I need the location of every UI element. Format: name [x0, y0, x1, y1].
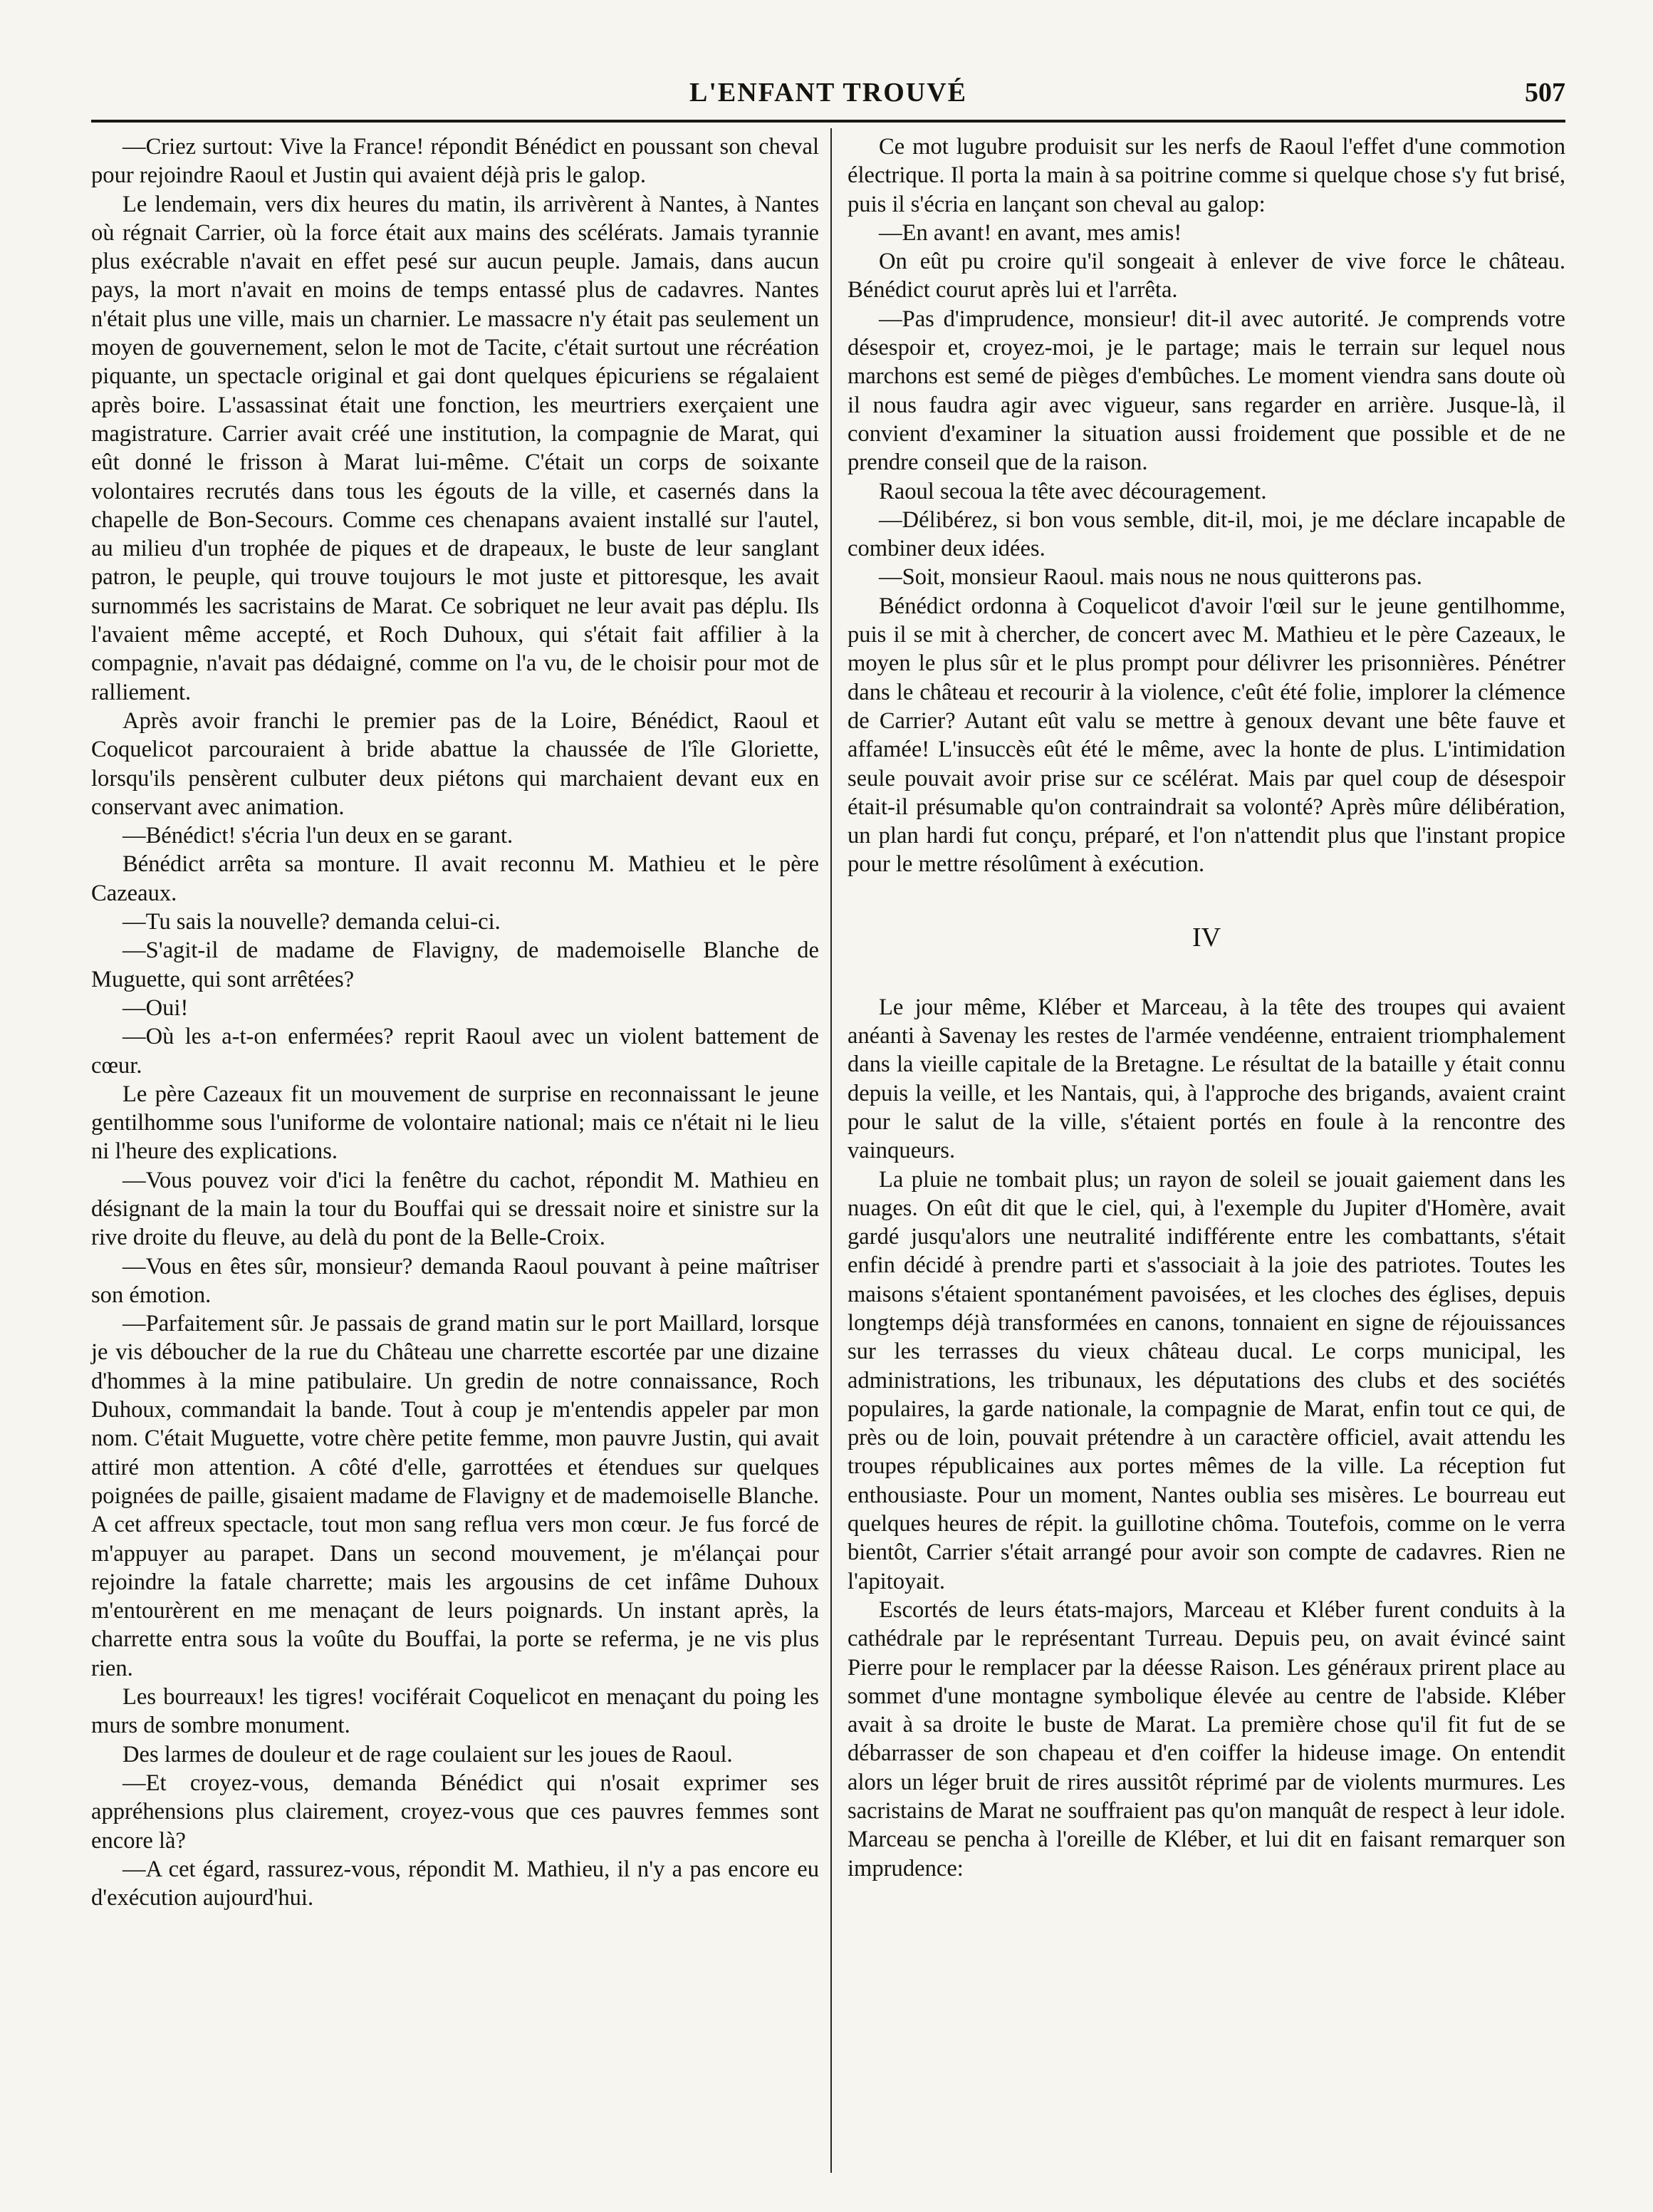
- column-divider: [830, 128, 832, 2173]
- paragraph: —Vous en êtes sûr, monsieur? demanda Raoul pouvant à peine maîtriser son émotion.: [91, 1253, 819, 1308]
- section-number: IV: [1191, 922, 1221, 952]
- paragraph: Raoul secoua la tête avec découragement.: [879, 478, 1267, 504]
- paragraph: —Bénédict! s'écria l'un deux en se garant.: [122, 823, 513, 849]
- header-rule: [91, 120, 1565, 123]
- left-column: [91, 133, 819, 1912]
- paragraph: —Où les a-t-on enfermées? reprit Raoul avec un violent battement de cœur.: [91, 1024, 819, 1079]
- paragraph: Escortés de leurs états-majors, Marceau et Kléber furent conduits à la cathédrale par le représentant Turreau. Depuis peu, on avait évincé saint Pierre pour le remplacer par la déesse Raison. Les généraux prirent place au sommet d'une montagne symbolique élevée au centre de l'abside. Kléber avait à sa droite le buste de Marat. La première chose qu'il fit fut de se débarrasser de son chapeau et d'en coiffer la hideuse image. On entendit alors un léger bruit de rires aussitôt réprimé par de violents murmures. Les sacristains de Marat ne souffraient pas qu'on manquât de respect à leur idole. Marceau se pencha à l'oreille de Kléber, et lui dit en faisant remarquer son imprudence:: [848, 1596, 1565, 1881]
- right-column: [848, 133, 1565, 1883]
- paragraph: —Délibérez, si bon vous semble, dit-il, moi, je me déclare incapable de combiner deux idées.: [848, 507, 1565, 562]
- paragraph: —A cet égard, rassurez-vous, répondit M. Mathieu, il n'y a pas encore eu d'exécution aujourd'hui.: [91, 1856, 819, 1911]
- paragraph: Le jour même, Kléber et Marceau, à la tête des troupes qui avaient anéanti à Savenay les restes de l'armée vendéenne, entraient triomphalement dans la vieille capitale de la Bretagne. Le résultat de la bataille y était connu depuis la veille, et les Nantais, qui, à l'approche des brigands, avaient craint pour le salut de la ville, s'étaient portés en foule à la rencontre des vainqueurs.: [848, 994, 1565, 1164]
- paragraph: Le père Cazeaux fit un mouvement de surprise en reconnaissant le jeune gentilhomme sous l'uniforme de volontaire national; mais ce n'était ni le lieu ni l'heure des explications.: [91, 1081, 819, 1165]
- paragraph: On eût pu croire qu'il songeait à enlever de vive force le château. Bénédict courut après lui et l'arrêta.: [848, 249, 1565, 303]
- page-header: [91, 77, 1565, 120]
- paragraph: —En avant! en avant, mes amis!: [879, 219, 1182, 246]
- paragraph: —Oui!: [122, 995, 189, 1021]
- paragraph: La pluie ne tombait plus; un rayon de soleil se jouait gaiement dans les nuages. On eût dit que le ciel, qui, à l'exemple du Jupiter d'Homère, avait gardé jusqu'alors une neutralité indifférente entre les combattants, s'était enfin décidé à prendre parti et s'associait à la joie des patriotes. Toutes les maisons s'étaient spontanément pavoisées, et les cloches des églises, depuis longtemps déjà transformées en canons, tonnaient en signe de réjouissances sur les terrasses du vieux château ducal. Le corps municipal, les administrations, les tribunaux, les députations des clubs et des sociétés populaires, la garde nationale, la compagnie de Marat, enfin tout ce qui, de près ou de loin, pouvait prétendre à un caractère officiel, avait attendu les troupes républicaines aux portes mêmes de la ville. La réception fut enthousiaste. Pour un moment, Nantes oublia ses misères. Le bourreau eut quelques heures de répit. la guillotine chôma. Toutefois, comme on le verra bientôt, Carrier s'était arrangé pour avoir son compte de cadavres. Rien ne l'apitoyait.: [848, 1166, 1565, 1594]
- paragraph: —Et croyez-vous, demanda Bénédict qui n'osait exprimer ses appréhensions plus clairement, croyez-vous que ces pauvres femmes sont encore là?: [91, 1770, 819, 1854]
- running-title: L'ENFANT TROUVÉ: [689, 78, 968, 108]
- paragraph: —Tu sais la nouvelle? demanda celui-ci.: [122, 909, 501, 935]
- paragraph: Le lendemain, vers dix heures du matin, ils arrivèrent à Nantes, à Nantes où régnait Carrier, où la force était aux mains des scélérats. Jamais tyrannie plus exécrable n'avait en effet pesé sur aucun peuple. Jamais, dans aucun pays, la mort n'avait en moins de temps entassé plus de cadavres. Nantes n'était plus une ville, mais un charnier. Le massacre n'y était pas seulement un moyen de gouvernement, selon le mot de Tacite, c'était surtout une récréation piquante, un spectacle original et gai dont quelques épicuriens se régalaient après boire. L'assassinat était une fonction, les meurtriers exerçaient une magistrature. Carrier avait créé une institution, la compagnie de Marat, qui eût donné le frisson à Marat lui-même. C'était un corps de soixante volontaires recrutés dans tous les égouts de la ville, et casernés dans la chapelle de Bon-Secours. Comme ces chenapans avaient installé sur l'autel, au milieu d'un trophée de piques et de drapeaux, le buste de leur sanglant patron, le peuple, qui trouve toujours le mot juste et pittoresque, les avait surnommés les sacristains de Marat. Ce sobriquet ne leur avait pas déplu. Ils l'avaient même accepté, et Roch Duhoux, qui s'était fait affilier à la compagnie, n'avait pas dédaigné, comme on l'a vu, de le choisir pour mot de ralliement.: [91, 191, 819, 705]
- paragraph: —S'agit-il de madame de Flavigny, de mademoiselle Blanche de Muguette, qui sont arrêtées?: [91, 938, 819, 992]
- paragraph: —Vous pouvez voir d'ici la fenêtre du cachot, répondit M. Mathieu en désignant de la main la tour du Bouffai qui se dressait noire et sinistre sur la rive droite du fleuve, au delà du pont de la Belle-Croix.: [91, 1167, 819, 1251]
- paragraph: Des larmes de douleur et de rage coulaient sur les joues de Raoul.: [122, 1741, 733, 1767]
- paragraph: —Soit, monsieur Raoul. mais nous ne nous quitterons pas.: [879, 564, 1422, 591]
- paragraph: Ce mot lugubre produisit sur les nerfs de Raoul l'effet d'une commotion électrique. Il porta la main à sa poitrine comme si quelque chose s'y fut brisé, puis il s'écria en lançant son cheval au galop:: [848, 134, 1565, 217]
- paragraph: Bénédict ordonna à Coquelicot d'avoir l'œil sur le jeune gentilhomme, puis il se mit à chercher, de concert avec M. Mathieu et le père Cazeaux, le moyen le plus sûr et le plus prompt pour délivrer les prisonnières. Pénétrer dans le château et recourir à la violence, c'eût été folie, implorer la clémence de Carrier? Autant eût valu se mettre à genoux devant une bête fauve et affamée! L'insuccès eût été le même, avec la honte de plus. L'intimidation seule pouvait avoir prise sur ce scélérat. Mais par quel coup de désespoir était-il présumable qu'on contraindrait sa volonté? Après mûre délibération, un plan hardi fut conçu, préparé, et l'on n'attendit plus que l'instant propice pour le mettre résolûment à exécution.: [848, 593, 1565, 878]
- paragraph: —Parfaitement sûr. Je passais de grand matin sur le port Maillard, lorsque je vis déboucher de la rue du Château une charrette escortée par une dizaine d'hommes à la mine patibulaire. Un gredin de notre connaissance, Roch Duhoux, commandait la bande. Tout à coup je m'entendis appeler par mon nom. C'était Muguette, votre chère petite femme, mon pauvre Justin, qui avait attiré mon attention. A côté d'elle, garrottées et étendues sur quelques poignées de paille, gisaient madame de Flavigny et de mademoiselle Blanche. A cet affreux spectacle, tout mon sang reflua vers mon cœur. Je fus forcé de m'appuyer au parapet. Dans un second mouvement, je m'élançai pour rejoindre la fatale charrette; mais les argousins de cet infâme Duhoux m'entourèrent en me menaçant de leurs poignards. Un instant après, la charrette entra sous la voûte du Bouffai, la porte se referma, je ne vis plus rien.: [91, 1311, 819, 1681]
- paragraph: —Criez surtout: Vive la France! répondit Bénédict en poussant son cheval pour rejoindre Raoul et Justin qui avaient déjà pris le galop.: [91, 134, 819, 189]
- paragraph: Après avoir franchi le premier pas de la Loire, Bénédict, Raoul et Coquelicot parcouraient à bride abattue la chaussée de l'île Gloriette, lorsqu'ils pensèrent culbuter deux piétons qui marchaient devant eux en conservant avec animation.: [91, 707, 819, 820]
- paragraph: —Pas d'imprudence, monsieur! dit-il avec autorité. Je comprends votre désespoir et, croyez-moi, je le partage; mais le terrain sur lequel nous marchons est semé de pièges d'embûches. Le moment viendra sans doute où il nous faudra agir avec vigueur, sans regarder en arrière. Jusque-là, il convient d'examiner la situation aussi froidement que possible et de ne prendre conseil que de la raison.: [848, 306, 1565, 476]
- paragraph: Les bourreaux! les tigres! vociférait Coquelicot en menaçant du poing les murs de sombre monument.: [91, 1684, 819, 1739]
- paragraph: Bénédict arrêta sa monture. Il avait reconnu M. Mathieu et le père Cazeaux.: [91, 851, 819, 906]
- page-number: 507: [1525, 78, 1565, 108]
